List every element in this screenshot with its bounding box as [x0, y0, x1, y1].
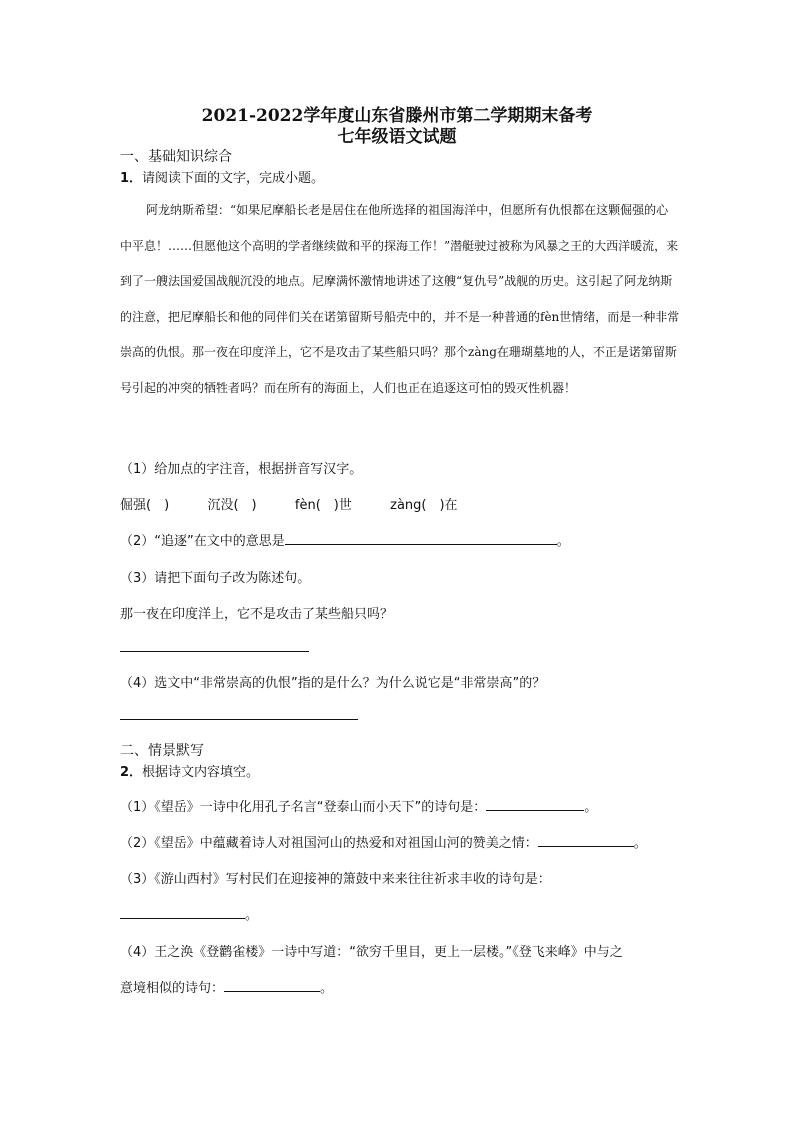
- sub-question-2-text: （2）“追逐”在文中的意思是: [120, 534, 285, 549]
- recitation-item-1-text: （1）《望岳》一诗中化用孔子名言“登泰山而小天下”的诗句是：: [120, 800, 487, 815]
- answer-blank[interactable]: [486, 796, 584, 811]
- period: 。: [245, 908, 259, 923]
- period: 。: [320, 981, 334, 996]
- period: 。: [584, 800, 598, 815]
- exam-title-line2: 七年级语文试题: [337, 127, 457, 147]
- sub-question-4: （4）选文中“非常崇高的仇恨”指的是什么？为什么说它是“非常崇高”的？: [120, 676, 546, 691]
- recitation-item-4: （4）王之涣《登鹳雀楼》一诗中写道：“欲穷千里目，更上一层楼。”《登飞来峰》中与之: [120, 945, 623, 960]
- question1-header: [120, 167, 324, 186]
- question2-prompt: 根据诗文内容填空。: [142, 765, 260, 780]
- answer-line-4[interactable]: [120, 719, 358, 720]
- sub-question-2: [120, 530, 570, 549]
- recitation-item-2-text: （2）《望岳》中蕴藏着诗人对祖国河山的热爱和对祖国山河的赞美之情：: [120, 836, 538, 851]
- question1-number: 1．: [120, 171, 143, 186]
- sub-question-3-sentence: 那一夜在印度洋上，它不是攻击了某些船只吗？: [120, 607, 394, 622]
- pinyin-item-1: 倔强( ): [120, 498, 170, 513]
- period: 。: [633, 836, 647, 851]
- reading-passage: [120, 193, 680, 407]
- recitation-item-3-answer: [120, 904, 258, 923]
- answer-blank[interactable]: [224, 977, 320, 992]
- question1-prompt: 请阅读下面的文字，完成小题。: [142, 171, 325, 186]
- sub-question-2-period: 。: [556, 534, 570, 549]
- question2-number: 2．: [120, 765, 143, 780]
- recitation-item-2: [120, 832, 647, 851]
- question2-header: [120, 761, 259, 780]
- pinyin-item-3: fèn( )世: [294, 498, 352, 513]
- section1-heading: 一、基础知识综合: [120, 149, 232, 165]
- section2-heading: 二、情景默写: [120, 743, 204, 759]
- pinyin-item-4: zàng( )在: [390, 498, 458, 513]
- passage-text: 阿龙纳斯希望：“如果尼摩船长老是居住在他所选择的祖国海洋中，但愿所有仇恨都在这颗倔强的心中平息！……但愿他这个高明的学者继续做和平的探海工作！”潜艇驶过被称为风暴之王的大西洋暖流，来到了一艘法国爱国战舰沉没的地点。尼摩满怀激情地讲述了这艘“复仇号”战舰的历史。这引起了阿龙纳斯的注意，把尼摩船长和他的同伴们关在诺第留斯号船壳中的，并不是一种普通的fèn世情绪，而是一种非常崇高的仇恨。那一夜在印度洋上，它不是攻击了某些船只吗？那个zàng在珊瑚墓地的人，不正是诺第留斯号引起的冲突的牺牲者吗？而在所有的海面上，人们也正在追逐这可怕的毁灭性机器！: [120, 203, 680, 395]
- answer-blank[interactable]: [538, 832, 634, 847]
- recitation-item-1: [120, 796, 597, 815]
- answer-line-3[interactable]: [120, 651, 309, 652]
- answer-blank[interactable]: [120, 904, 245, 919]
- pinyin-answer-row: [120, 494, 458, 513]
- sub-question-1: （1）给加点的字注音，根据拼音写汉字。: [120, 462, 363, 477]
- recitation-item-4-answer: [120, 977, 333, 996]
- sub-question-3: （3）请把下面句子改为陈述句。: [120, 571, 311, 586]
- exam-title-line1: 2021-2022学年度山东省滕州市第二学期期末备考: [201, 106, 593, 126]
- pinyin-item-2: 沉没( ): [207, 498, 257, 513]
- recitation-item-4-text: 意境相似的诗句：: [120, 981, 225, 996]
- answer-blank[interactable]: [285, 530, 557, 545]
- recitation-item-3: （3）《游山西村》写村民们在迎接神的箫鼓中来来往往祈求丰收的诗句是：: [120, 872, 551, 887]
